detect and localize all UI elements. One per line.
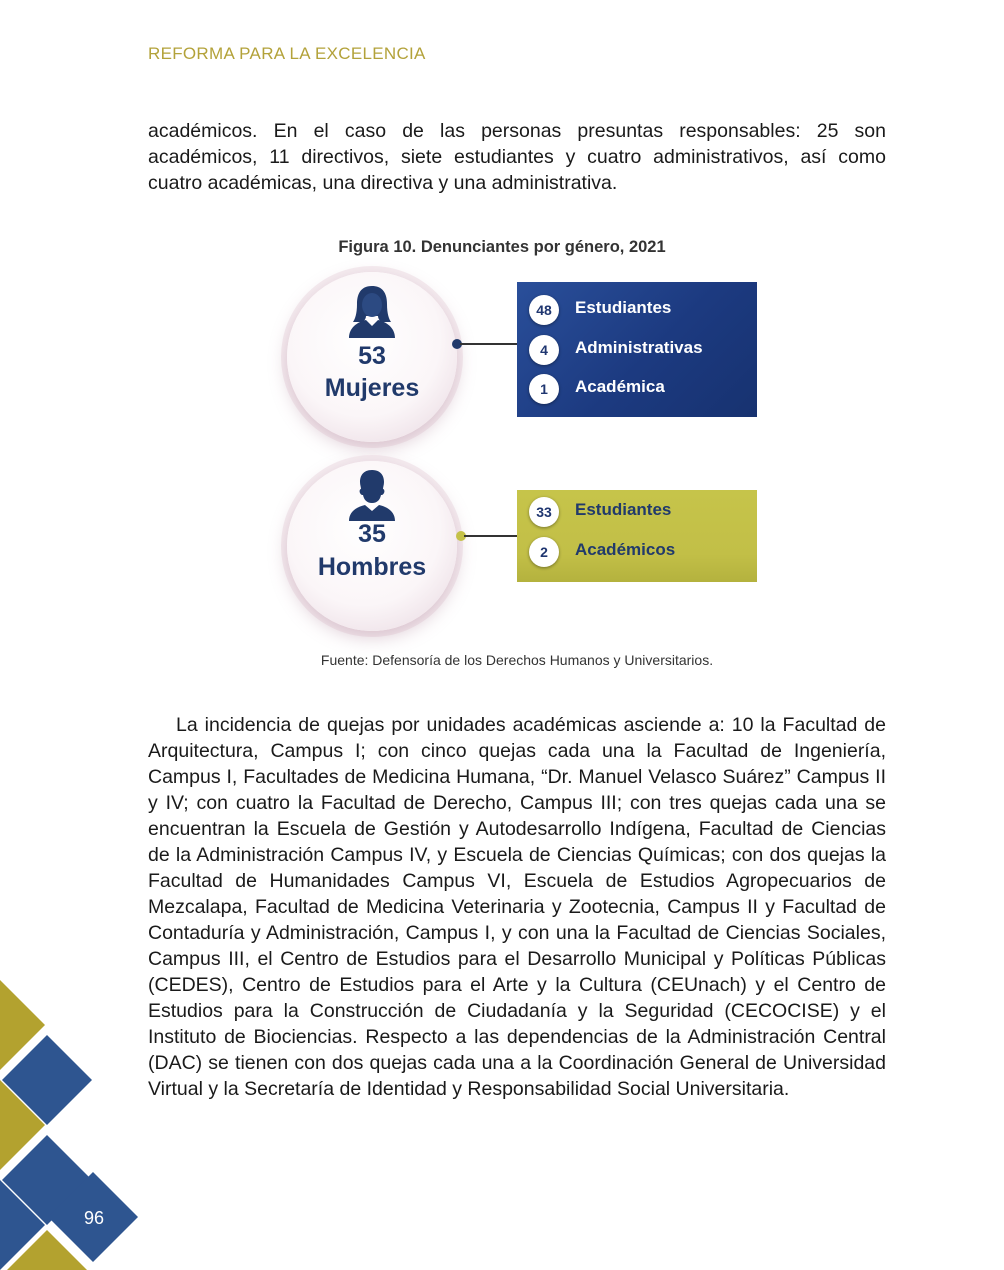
- men-breakdown-panel: [517, 490, 757, 582]
- row-label: Estudiantes: [575, 500, 672, 519]
- paragraph-intro: académicos. En el caso de las personas presuntas responsables: 25 son académicos, 11 directivos, siete estudiantes y cuatro administrativos, así como cuatro académicas, una directiva y una administrativa.: [148, 120, 886, 194]
- row-label: Académicos: [575, 540, 676, 559]
- page-number: 96: [84, 1208, 105, 1228]
- decorative-diamonds: [0, 980, 150, 1270]
- row-label: Administrativas: [575, 338, 703, 357]
- women-breakdown-panel: [517, 282, 757, 417]
- women-circle: [287, 272, 457, 442]
- figure-source: Fuente: Defensoría de los Derechos Humanos y Universitarios.: [320, 652, 714, 668]
- men-circle: [287, 461, 457, 631]
- man-icon: [347, 467, 397, 521]
- women-label: Mujeres: [324, 374, 420, 402]
- figure-title: Figura 10. Denunciantes por género, 2021: [338, 238, 666, 256]
- running-header: REFORMA PARA LA EXCELENCIA: [148, 44, 426, 63]
- value-badge: 33: [529, 497, 559, 527]
- men-count: 35: [358, 520, 386, 548]
- value-badge: 1: [529, 374, 559, 404]
- row-label: Estudiantes: [575, 298, 672, 317]
- women-count: 53: [358, 342, 386, 370]
- woman-icon: [347, 284, 397, 338]
- paragraph-incidence: La incidencia de quejas por unidades académicas asciende a: 10 la Facultad de Arquitectura, Campus I; con cinco quejas cada una la Facultad de Ingeniería, Campus I, Facultades de Medicina Humana, “Dr. Manuel Velasco Suárez” Campus II y IV; con cuatro la Facultad de Derecho, Campus III; con tres quejas cada una se encuentran la Escuela de Gestión y Autodesarrollo Indígena, Facultad de Ciencias de la Administración Campus IV, y Escuela de Ciencias Químicas; con dos quejas la Facultad de Humanidades Campus VI, Escuela de Estudios Agropecuarios de Mezcalapa, Facultad de Medicina Veterinaria y Zootecnia, Campus II y Facultad de Contaduría y Administración, Campus I, y con una la Facultad de Ciencias Sociales, Campus III, el Centro de Estudios para el Desarrollo Municipal y Políticas Públicas (CEDES), Centro de Estudios para el Arte y la Cultura (CEUnach) y el Centro de Estudios para la Construcción de Ciudadanía y la Seguridad (CECOCISE) y el Instituto de Biociencias. Respecto a las dependencias de la Administración Central (DAC) se tienen con dos quejas cada una a la Coordinación General de Universidad Virtual y la Secretaría de Identidad y Responsabilidad Social Universitaria.: [148, 714, 886, 1100]
- row-label: Académica: [575, 377, 665, 396]
- value-badge: 2: [529, 537, 559, 567]
- value-badge: 48: [529, 295, 559, 325]
- value-badge: 4: [529, 335, 559, 365]
- women-connector-line: [460, 343, 517, 345]
- men-connector-line: [464, 535, 517, 537]
- men-label: Hombres: [317, 553, 427, 581]
